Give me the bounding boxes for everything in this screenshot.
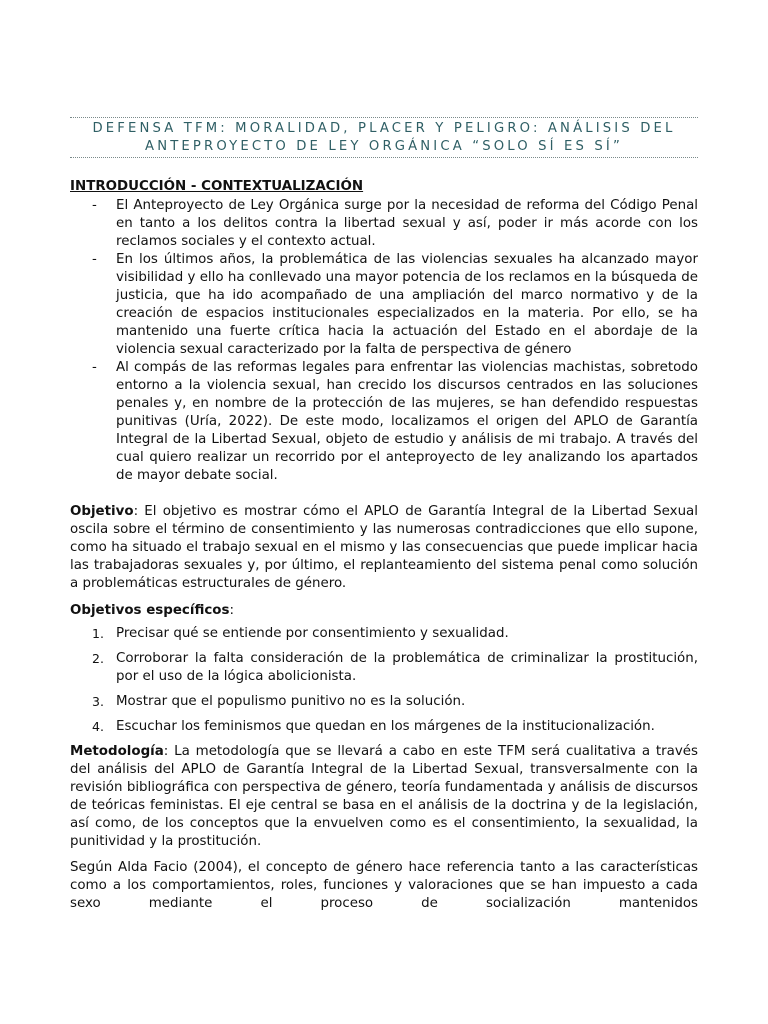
list-item-text: Mostrar que el populismo punitivo no es la solución.: [116, 694, 466, 709]
objetivos-especificos-label: Objetivos específicos: [70, 603, 230, 618]
document-page: [70, 117, 698, 913]
list-item-text: Escuchar los feminismos que quedan en los márgenes de la institucionalización.: [116, 719, 655, 734]
objetivo-label: Objetivo: [70, 504, 134, 519]
metodologia-paragraph: [70, 743, 698, 851]
list-item-text: Corroborar la falta consideración de la problemática de criminalizar la prostitución, por el uso de la lógica abolicionista.: [116, 651, 698, 684]
list-number: 3.: [92, 694, 104, 709]
objetivos-especificos-heading: [70, 602, 698, 620]
objetivos-especificos-list: [70, 625, 698, 736]
list-item: [70, 650, 698, 686]
list-item: - Al compás de las reformas legales para enfrentar las violencias machistas, sobretodo entorno a la violencia sexual, han crecido los discursos centrados en las soluciones penales y, en nombre de la protección de las mujeres, se han defendido respuestas punitivas (Uría, 2022). De este modo, localizamos el origen del APLO de Garantía Integral de la Libertad Sexual, objeto de estudio y análisis de mi trabajo. A través del cual quiero realizar un recorrido por el anteproyecto de ley analizando los apartados de mayor debate social.: [70, 359, 698, 485]
list-item: - El Anteproyecto de Ley Orgánica surge por la necesidad de reforma del Código Penal en tanto a los delitos contra la libertad sexual y así, poder ir más acorde con los reclamos sociales y el contexto actual.: [70, 197, 698, 251]
title-line-2: ANTEPROYECTO DE LEY ORGÁNICA “SOLO SÍ ES SÍ”: [145, 139, 623, 154]
objetivo-text: : El objetivo es mostrar cómo el APLO de Garantía Integral de la Libertad Sexual oscila sobre el término de consentimiento y las numerosas contradicciones que ello supone, como ha situado el trabajo sexual en el mismo y las consecuencias que puede implicar hacia las trabajadoras sexuales y, por último, el replanteamiento del sistema penal como solución a problemáticas estructurales de género.: [70, 504, 698, 591]
list-item: - En los últimos años, la problemática de las violencias sexuales ha alcanzado mayor visibilidad y ello ha conllevado una mayor potencia de los reclamos en la búsqueda de justicia, que ha ido acompañado de una ampliación del marco normativo y de la creación de espacios institucionales especializados en la materia. Por ello, se ha mantenido una fuerte crítica hacia la actuación del Estado en el abordaje de la violencia sexual caracterizado por la falta de perspectiva de género: [70, 251, 698, 359]
intro-bullet-list: [70, 197, 698, 485]
list-number: 2.: [92, 651, 104, 666]
list-number: 1.: [92, 626, 104, 641]
objetivo-paragraph: [70, 503, 698, 593]
list-item: [70, 625, 698, 643]
list-item: [70, 693, 698, 711]
list-item: [70, 718, 698, 736]
alda-facio-paragraph: Según Alda Facio (2004), el concepto de género hace referencia tanto a las características como a los comportamientos, roles, funciones y valoraciones que se han impuesto a cada sexo mediante el proceso de socialización mantenidos: [70, 860, 698, 911]
metodologia-label: Metodología: [70, 744, 164, 759]
objetivos-especificos-suffix: :: [229, 603, 234, 618]
list-number: 4.: [92, 719, 104, 734]
list-item-text: Precisar qué se entiende por consentimiento y sexualidad.: [116, 626, 509, 641]
title-line-1: DEFENSA TFM: MORALIDAD, PLACER Y PELIGRO: ANÁLISIS DEL: [92, 121, 676, 136]
metodologia-text: : La metodología que se llevará a cabo en este TFM será cualitativa a través del análisis del APLO de Garantía Integral de la Libertad Sexual, transversalmente con la revisión bibliográfica con perspectiva de género, teoría fundamentada y análisis de discursos de teóricas feministas. El eje central se basa en el análisis de la doctrina y de la legislación, así como, de los conceptos que la envuelven como es el consentimiento, la sexualidad, la punitividad y la prostitución.: [70, 744, 698, 849]
intro-heading: INTRODUCCIÓN - CONTEXTUALIZACIÓN: [70, 179, 364, 194]
document-title: [70, 117, 698, 158]
